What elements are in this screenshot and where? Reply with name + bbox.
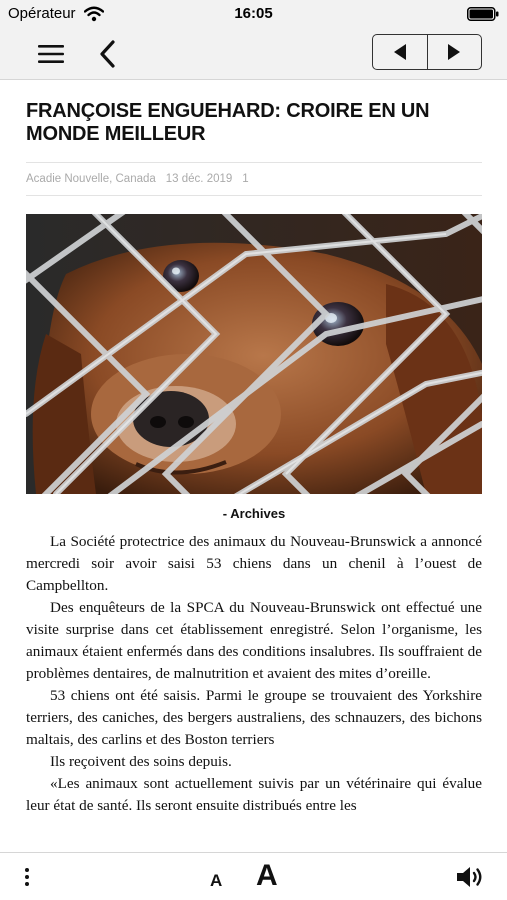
previous-article-button[interactable]: [373, 35, 427, 69]
increase-font-button[interactable]: A: [256, 859, 278, 892]
article-pager: [372, 34, 482, 70]
carrier-label: Opérateur: [8, 5, 76, 22]
speaker-icon[interactable]: [454, 863, 486, 891]
article-count: 1: [242, 173, 249, 185]
next-article-button[interactable]: [427, 35, 482, 69]
paragraph: La Société protectrice des animaux du Nouveau-Brunswick a annoncé mercredi soir avoir saisi 53 chiens dans un chenil à l’ouest de Campbellton.: [26, 533, 482, 594]
article-title: FRANÇOISE ENGUEHARD: CROIRE EN UN MONDE MEILLEUR: [26, 100, 430, 145]
article-date: 13 déc. 2019: [165, 173, 233, 185]
dot: [25, 875, 29, 879]
previous-article-icon: [392, 43, 408, 61]
paragraph: Des enquêteurs de la SPCA du Nouveau-Brunswick ont effectué une visite surprise dans cet établissement enregistré. Selon l’organisme, les animaux étaient enfermés dans des conditions insalubres. Ils souffraient de problèmes dentaires, de malnutrition et avaient des mites d’oreille.: [26, 599, 482, 682]
paragraph: Ils reçoivent des soins depuis.: [50, 753, 232, 770]
meta-divider: [26, 195, 482, 196]
status-bar: [0, 0, 507, 28]
dot: [25, 882, 29, 886]
paragraph: 53 chiens ont été saisis. Parmi le groupe se trouvaient des Yorkshire terriers, des caniches, des bergers australiens, des schnauzers, des bichons maltais, des carlins et des Boston terriers: [26, 687, 482, 748]
article-body: [26, 531, 482, 817]
article-photo: [26, 214, 482, 494]
image-caption: - Archives: [222, 506, 286, 521]
nav-bar: [0, 28, 507, 80]
decrease-font-button[interactable]: A: [210, 871, 223, 890]
battery-icon: [467, 7, 499, 21]
back-chevron-icon[interactable]: [96, 38, 120, 70]
bottom-toolbar: [0, 852, 507, 900]
more-vertical-icon[interactable]: [20, 863, 34, 891]
article-source[interactable]: Acadie Nouvelle, Canada: [26, 173, 156, 185]
status-time: 16:05: [234, 5, 273, 22]
next-article-icon: [446, 43, 462, 61]
article-meta: [26, 163, 482, 195]
dot: [25, 868, 29, 872]
paragraph: «Les animaux sont actuellement suivis par un vétérinaire qui évalue leur état de santé. Ils seront ensuite distribués entre les: [26, 775, 482, 814]
menu-icon[interactable]: [36, 40, 66, 68]
article: [26, 100, 482, 817]
